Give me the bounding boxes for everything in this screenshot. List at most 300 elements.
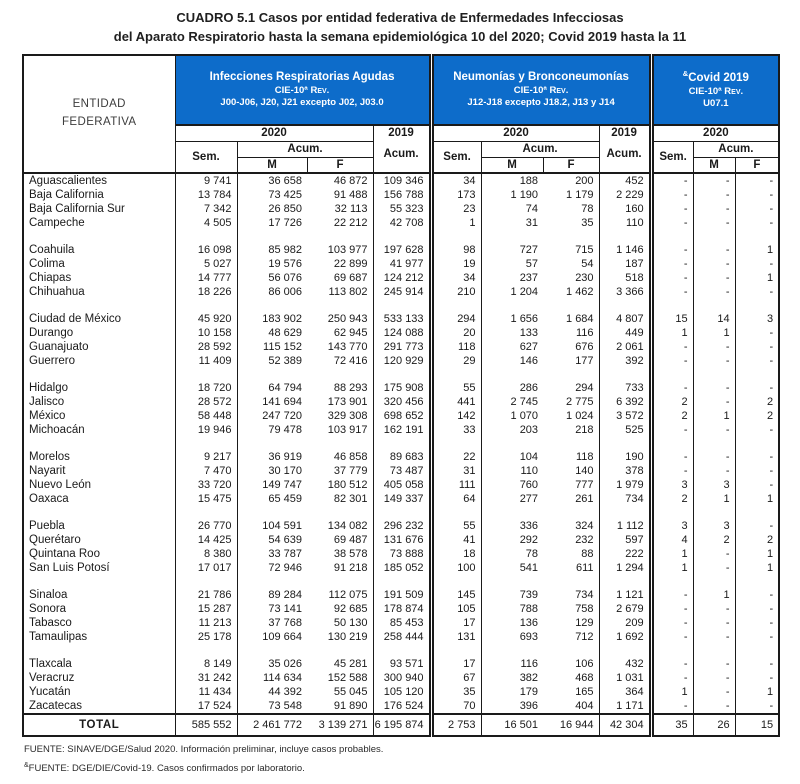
value-cell: - bbox=[693, 616, 735, 630]
value-cell: - bbox=[651, 602, 693, 616]
value-cell: 20 bbox=[431, 326, 481, 340]
value-cell: 777 bbox=[575, 478, 594, 491]
value-cell: 19 946 bbox=[175, 423, 237, 437]
year-2019-g1: 2019 Acum. bbox=[373, 125, 431, 173]
table-row bbox=[23, 216, 779, 230]
entity-name: Jalisco bbox=[29, 395, 65, 408]
value-cell: 33 787 bbox=[237, 547, 307, 561]
spacer-cell bbox=[175, 230, 237, 243]
spacer-cell bbox=[481, 437, 543, 450]
value-cell: 6 392 bbox=[599, 395, 651, 409]
value-cell: 22 899 bbox=[333, 257, 368, 270]
value-cell: - bbox=[651, 340, 693, 354]
spacer-cell bbox=[175, 575, 237, 588]
value-cell: 11 409 bbox=[175, 354, 237, 368]
spacer-cell bbox=[23, 299, 175, 312]
entity-name: Aguascalientes bbox=[29, 174, 107, 187]
value-cell: 250 943 bbox=[327, 312, 368, 325]
value-cell: 105 bbox=[431, 602, 481, 616]
value-cell: 104 bbox=[481, 450, 543, 464]
value-cell: 103 917 bbox=[327, 423, 368, 436]
value-cell: 2 bbox=[651, 409, 693, 423]
value-cell: 3 bbox=[651, 478, 693, 492]
table-row bbox=[23, 243, 779, 257]
footnote-source-sinave: FUENTE: SINAVE/DGE/Salud 2020. Información preliminar, incluye casos probables. bbox=[24, 743, 384, 755]
value-cell: - bbox=[651, 699, 693, 714]
total-value-cell: 35 bbox=[651, 714, 693, 736]
value-cell: 1 179 bbox=[566, 188, 594, 201]
value-cell: - bbox=[651, 464, 693, 478]
value-cell: - bbox=[651, 216, 693, 230]
year-2020-g1: 2020 bbox=[175, 125, 373, 142]
spacer-cell bbox=[307, 437, 373, 450]
value-cell: 627 bbox=[481, 340, 543, 354]
value-cell: 30 170 bbox=[237, 464, 307, 478]
value-cell: 165 bbox=[575, 685, 594, 698]
entity-name: Tamaulipas bbox=[29, 630, 88, 643]
value-cell: 106 bbox=[575, 657, 594, 670]
value-cell: 149 337 bbox=[373, 492, 431, 506]
spacer-cell bbox=[599, 230, 651, 243]
value-cell: 42 708 bbox=[373, 216, 431, 230]
value-cell: - bbox=[693, 561, 735, 575]
spacer-cell bbox=[543, 506, 599, 519]
value-cell: 46 872 bbox=[333, 174, 368, 187]
value-cell: 14 777 bbox=[175, 271, 237, 285]
value-cell: 112 075 bbox=[328, 588, 368, 601]
spacer-cell bbox=[735, 299, 779, 312]
value-cell: 261 bbox=[575, 492, 594, 505]
value-cell: 525 bbox=[599, 423, 651, 437]
value-cell: 4 505 bbox=[175, 216, 237, 230]
year-2020-g3: 2020 bbox=[651, 125, 779, 142]
value-cell: 294 bbox=[431, 312, 481, 326]
year-2020-g2: 2020 bbox=[431, 125, 599, 142]
entity-name: Baja California Sur bbox=[29, 202, 125, 215]
table-row bbox=[23, 547, 779, 561]
acum-header-g3: Acum. bbox=[693, 141, 779, 157]
value-cell: 104 591 bbox=[237, 519, 307, 533]
spacer-cell bbox=[373, 575, 431, 588]
value-cell: 17 bbox=[431, 616, 481, 630]
spacer-cell bbox=[307, 644, 373, 657]
value-cell: 218 bbox=[575, 423, 594, 436]
value-cell: 715 bbox=[575, 243, 594, 256]
entity-name: Colima bbox=[29, 257, 65, 270]
value-cell: - bbox=[735, 326, 779, 340]
value-cell: - bbox=[735, 285, 779, 299]
value-cell: - bbox=[735, 464, 779, 478]
entity-header-line1: ENTIDAD bbox=[72, 98, 126, 111]
value-cell: 1 bbox=[651, 547, 693, 561]
table-row bbox=[23, 671, 779, 685]
value-cell: - bbox=[693, 202, 735, 216]
value-cell: 73 425 bbox=[237, 188, 307, 202]
value-cell: 34 bbox=[431, 271, 481, 285]
value-cell: 86 006 bbox=[237, 285, 307, 299]
value-cell: 15 287 bbox=[175, 602, 237, 616]
spacer-cell bbox=[693, 506, 735, 519]
entity-name: Querétaro bbox=[29, 533, 81, 546]
value-cell: - bbox=[735, 188, 779, 202]
value-cell: 118 bbox=[431, 340, 481, 354]
value-cell: - bbox=[693, 243, 735, 257]
value-cell: 18 bbox=[431, 547, 481, 561]
value-cell: 25 178 bbox=[175, 630, 237, 644]
value-cell: 3 bbox=[693, 519, 735, 533]
value-cell: 1 294 bbox=[599, 561, 651, 575]
f-header-g1: F bbox=[307, 157, 373, 173]
spacer-cell bbox=[651, 506, 693, 519]
value-cell: 140 bbox=[575, 464, 594, 477]
entity-name: México bbox=[29, 409, 66, 422]
value-cell: 2 229 bbox=[599, 188, 651, 202]
value-cell: 32 113 bbox=[334, 202, 368, 215]
value-cell: 55 323 bbox=[373, 202, 431, 216]
table-row bbox=[23, 395, 779, 409]
spacer-cell bbox=[307, 368, 373, 381]
group-header-infecciones: Infecciones Respiratorias Agudas CIE-10ª Rev. J00-J06, J20, J21 excepto J02, J03.0 bbox=[175, 55, 431, 125]
value-cell: 2 bbox=[651, 492, 693, 506]
table-row bbox=[23, 685, 779, 699]
value-cell: - bbox=[651, 616, 693, 630]
table-row bbox=[23, 492, 779, 506]
spacer-cell bbox=[23, 230, 175, 243]
value-cell: 712 bbox=[575, 630, 594, 643]
entity-name: Guerrero bbox=[29, 354, 76, 367]
spacer-cell bbox=[307, 299, 373, 312]
value-cell: 145 bbox=[431, 588, 481, 602]
value-cell: - bbox=[735, 381, 779, 395]
value-cell: 788 bbox=[481, 602, 543, 616]
spacer-cell bbox=[23, 506, 175, 519]
value-cell: - bbox=[651, 243, 693, 257]
spacer-cell bbox=[373, 230, 431, 243]
value-cell: 17 bbox=[431, 657, 481, 671]
table-row bbox=[23, 285, 779, 299]
entity-name: Michoacán bbox=[29, 423, 85, 436]
entity-name: Sonora bbox=[29, 602, 67, 615]
value-cell: 1 bbox=[651, 561, 693, 575]
value-cell: 113 802 bbox=[328, 285, 368, 298]
spacer-cell bbox=[735, 437, 779, 450]
value-cell: 58 448 bbox=[175, 409, 237, 423]
total-value-cell: 585 552 bbox=[175, 714, 237, 736]
value-cell: - bbox=[651, 381, 693, 395]
spacer-cell bbox=[373, 506, 431, 519]
entity-name: Quintana Roo bbox=[29, 547, 100, 560]
spacer-cell bbox=[481, 506, 543, 519]
value-cell: 178 874 bbox=[373, 602, 431, 616]
value-cell: 65 459 bbox=[237, 492, 307, 506]
spacer-cell bbox=[651, 644, 693, 657]
value-cell: - bbox=[693, 602, 735, 616]
value-cell: 31 bbox=[431, 464, 481, 478]
spacer-cell bbox=[373, 644, 431, 657]
value-cell: 533 133 bbox=[373, 312, 431, 326]
value-cell: 175 908 bbox=[373, 381, 431, 395]
value-cell: 1 bbox=[693, 588, 735, 602]
value-cell: - bbox=[735, 602, 779, 616]
value-cell: - bbox=[651, 671, 693, 685]
value-cell: 89 683 bbox=[373, 450, 431, 464]
value-cell: 33 720 bbox=[175, 478, 237, 492]
value-cell: 26 850 bbox=[237, 202, 307, 216]
value-cell: 78 bbox=[581, 202, 594, 215]
value-cell: 44 392 bbox=[237, 685, 307, 699]
value-cell: 110 bbox=[599, 216, 651, 230]
spacer-cell bbox=[431, 299, 481, 312]
entity-name: Coahuila bbox=[29, 243, 75, 256]
value-cell: 1 bbox=[735, 685, 779, 699]
value-cell: 55 bbox=[431, 381, 481, 395]
value-cell: 116 bbox=[576, 326, 594, 339]
year-2019-g2: 2019 Acum. bbox=[599, 125, 651, 173]
value-cell: 19 bbox=[431, 257, 481, 271]
spacer-cell bbox=[373, 368, 431, 381]
value-cell: - bbox=[693, 216, 735, 230]
value-cell: 21 786 bbox=[175, 588, 237, 602]
spacer-cell bbox=[237, 575, 307, 588]
spacer-cell bbox=[735, 368, 779, 381]
value-cell: 1 204 bbox=[481, 285, 543, 299]
spacer-cell bbox=[431, 230, 481, 243]
value-cell: 8 149 bbox=[175, 657, 237, 671]
total-value-cell: 16 944 bbox=[543, 714, 599, 736]
value-cell: 93 571 bbox=[373, 657, 431, 671]
table-row bbox=[23, 657, 779, 671]
value-cell: 73 487 bbox=[373, 464, 431, 478]
value-cell: 72 416 bbox=[333, 354, 368, 367]
spacer-cell bbox=[237, 299, 307, 312]
spacer-cell bbox=[431, 644, 481, 657]
table-row bbox=[23, 312, 779, 326]
value-cell: - bbox=[735, 450, 779, 464]
spacer-cell bbox=[599, 506, 651, 519]
spacer-cell bbox=[307, 506, 373, 519]
value-cell: 29 bbox=[431, 354, 481, 368]
value-cell: 296 232 bbox=[373, 519, 431, 533]
spacer-cell bbox=[481, 368, 543, 381]
value-cell: 277 bbox=[481, 492, 543, 506]
entity-name: Sinaloa bbox=[29, 588, 68, 601]
spacer-cell bbox=[543, 299, 599, 312]
value-cell: - bbox=[693, 340, 735, 354]
total-value-cell: 16 501 bbox=[481, 714, 543, 736]
spacer-row bbox=[23, 230, 779, 243]
value-cell: 78 bbox=[481, 547, 543, 561]
value-cell: 733 bbox=[599, 381, 651, 395]
value-cell: 2 bbox=[735, 395, 779, 409]
value-cell: - bbox=[693, 381, 735, 395]
value-cell: 55 045 bbox=[333, 685, 368, 698]
value-cell: 404 bbox=[575, 699, 594, 712]
value-cell: 17 524 bbox=[175, 699, 237, 714]
value-cell: - bbox=[651, 271, 693, 285]
value-cell: 7 470 bbox=[175, 464, 237, 478]
value-cell: 4 bbox=[651, 533, 693, 547]
value-cell: 9 217 bbox=[175, 450, 237, 464]
group-header-covid: &Covid 2019 CIE-10ª Rev. U07.1 bbox=[651, 55, 779, 125]
value-cell: - bbox=[735, 423, 779, 437]
entity-name: Veracruz bbox=[29, 671, 75, 684]
value-cell: 597 bbox=[599, 533, 651, 547]
value-cell: 72 946 bbox=[237, 561, 307, 575]
title-line-2: del Aparato Respiratorio hasta la semana epidemiológica 10 del 2020; Covid 2019 hasta la 11 bbox=[113, 28, 687, 44]
table-row bbox=[23, 340, 779, 354]
entity-name: Campeche bbox=[29, 216, 85, 229]
value-cell: 18 720 bbox=[175, 381, 237, 395]
value-cell: - bbox=[651, 173, 693, 188]
value-cell: 143 770 bbox=[327, 340, 368, 353]
entity-name: Guanajuato bbox=[29, 340, 89, 353]
value-cell: 173 bbox=[431, 188, 481, 202]
spacer-cell bbox=[237, 437, 307, 450]
value-cell: - bbox=[693, 173, 735, 188]
value-cell: 2 bbox=[651, 395, 693, 409]
value-cell: 111 bbox=[431, 478, 481, 492]
value-cell: 45 920 bbox=[175, 312, 237, 326]
value-cell: 36 658 bbox=[237, 173, 307, 188]
value-cell: 1 121 bbox=[599, 588, 651, 602]
value-cell: 1 bbox=[735, 243, 779, 257]
value-cell: 17 017 bbox=[175, 561, 237, 575]
total-value-cell: 26 bbox=[693, 714, 735, 736]
spacer-row bbox=[23, 506, 779, 519]
footnote-marker: & bbox=[24, 761, 29, 769]
spacer-cell bbox=[599, 437, 651, 450]
value-cell: 432 bbox=[599, 657, 651, 671]
spacer-cell bbox=[175, 437, 237, 450]
value-cell: 34 bbox=[431, 173, 481, 188]
value-cell: 300 940 bbox=[373, 671, 431, 685]
table-row bbox=[23, 533, 779, 547]
spacer-cell bbox=[431, 437, 481, 450]
spacer-cell bbox=[237, 230, 307, 243]
value-cell: 118 bbox=[576, 450, 594, 463]
value-cell: 37 779 bbox=[333, 464, 368, 477]
total-value-cell: 2 461 772 bbox=[237, 714, 307, 736]
entity-name: Ciudad de México bbox=[29, 312, 122, 325]
value-cell: 22 bbox=[431, 450, 481, 464]
value-cell: 291 773 bbox=[373, 340, 431, 354]
value-cell: 3 bbox=[693, 478, 735, 492]
spacer-cell bbox=[693, 230, 735, 243]
entity-name: Zacatecas bbox=[29, 699, 83, 712]
value-cell: 449 bbox=[599, 326, 651, 340]
value-cell: 142 bbox=[431, 409, 481, 423]
value-cell: 18 226 bbox=[175, 285, 237, 299]
total-value-cell: 6 195 874 bbox=[373, 714, 431, 736]
value-cell: 160 bbox=[599, 202, 651, 216]
value-cell: 611 bbox=[576, 561, 594, 574]
value-cell: - bbox=[693, 285, 735, 299]
acum-header-g1: Acum. bbox=[237, 141, 373, 157]
value-cell: 286 bbox=[481, 381, 543, 395]
value-cell: 173 901 bbox=[327, 395, 368, 408]
table-row bbox=[23, 423, 779, 437]
value-cell: 36 919 bbox=[237, 450, 307, 464]
value-cell: 131 bbox=[431, 630, 481, 644]
entity-name: Nuevo León bbox=[29, 478, 92, 491]
value-cell: 35 bbox=[431, 685, 481, 699]
entity-name: Tlaxcala bbox=[29, 657, 72, 670]
value-cell: - bbox=[693, 657, 735, 671]
value-cell: 3 bbox=[735, 312, 779, 326]
value-cell: 2 bbox=[693, 533, 735, 547]
value-cell: 109 346 bbox=[373, 173, 431, 188]
table-row bbox=[23, 409, 779, 423]
value-cell: 4 807 bbox=[599, 312, 651, 326]
value-cell: 203 bbox=[481, 423, 543, 437]
value-cell: - bbox=[651, 450, 693, 464]
acum-header-g2: Acum. bbox=[481, 141, 599, 157]
table-row bbox=[23, 616, 779, 630]
value-cell: 31 242 bbox=[175, 671, 237, 685]
entity-name: Yucatán bbox=[29, 685, 71, 698]
value-cell: 1 bbox=[651, 685, 693, 699]
value-cell: 41 977 bbox=[373, 257, 431, 271]
total-value-cell: 15 bbox=[735, 714, 779, 736]
entity-name: Tabasco bbox=[29, 616, 72, 629]
value-cell: 187 bbox=[599, 257, 651, 271]
value-cell: 1 190 bbox=[481, 188, 543, 202]
spacer-cell bbox=[651, 437, 693, 450]
value-cell: 185 052 bbox=[373, 561, 431, 575]
value-cell: 88 bbox=[581, 547, 594, 560]
value-cell: 92 685 bbox=[333, 602, 368, 615]
sem-header-g2: Sem. bbox=[431, 141, 481, 173]
value-cell: 183 902 bbox=[237, 312, 307, 326]
value-cell: 82 301 bbox=[333, 492, 368, 505]
table-row bbox=[23, 450, 779, 464]
value-cell: - bbox=[651, 630, 693, 644]
value-cell: 115 152 bbox=[237, 340, 307, 354]
m-header-g2: M bbox=[481, 157, 543, 173]
value-cell: 541 bbox=[481, 561, 543, 575]
value-cell: 1 171 bbox=[599, 699, 651, 714]
value-cell: - bbox=[735, 616, 779, 630]
value-cell: 57 bbox=[481, 257, 543, 271]
spacer-cell bbox=[23, 368, 175, 381]
spacer-cell bbox=[599, 368, 651, 381]
value-cell: 15 475 bbox=[175, 492, 237, 506]
value-cell: 35 bbox=[581, 216, 594, 229]
value-cell: 136 bbox=[481, 616, 543, 630]
value-cell: 70 bbox=[431, 699, 481, 714]
spacer-cell bbox=[431, 575, 481, 588]
spacer-cell bbox=[693, 575, 735, 588]
spacer-cell bbox=[175, 299, 237, 312]
entity-name: Nayarit bbox=[29, 464, 66, 477]
spacer-cell bbox=[693, 299, 735, 312]
table-row bbox=[23, 588, 779, 602]
value-cell: - bbox=[651, 188, 693, 202]
value-cell: 405 058 bbox=[373, 478, 431, 492]
sem-header-g3: Sem. bbox=[651, 141, 693, 173]
value-cell: - bbox=[693, 630, 735, 644]
value-cell: 1 112 bbox=[599, 519, 651, 533]
value-cell: 109 664 bbox=[237, 630, 307, 644]
value-cell: 149 747 bbox=[237, 478, 307, 492]
value-cell: 180 512 bbox=[327, 478, 368, 491]
entity-name: Oaxaca bbox=[29, 492, 69, 505]
value-cell: - bbox=[735, 699, 779, 714]
value-cell: 188 bbox=[481, 173, 543, 188]
value-cell: 320 456 bbox=[373, 395, 431, 409]
value-cell: 197 628 bbox=[373, 243, 431, 257]
value-cell: 116 bbox=[481, 657, 543, 671]
